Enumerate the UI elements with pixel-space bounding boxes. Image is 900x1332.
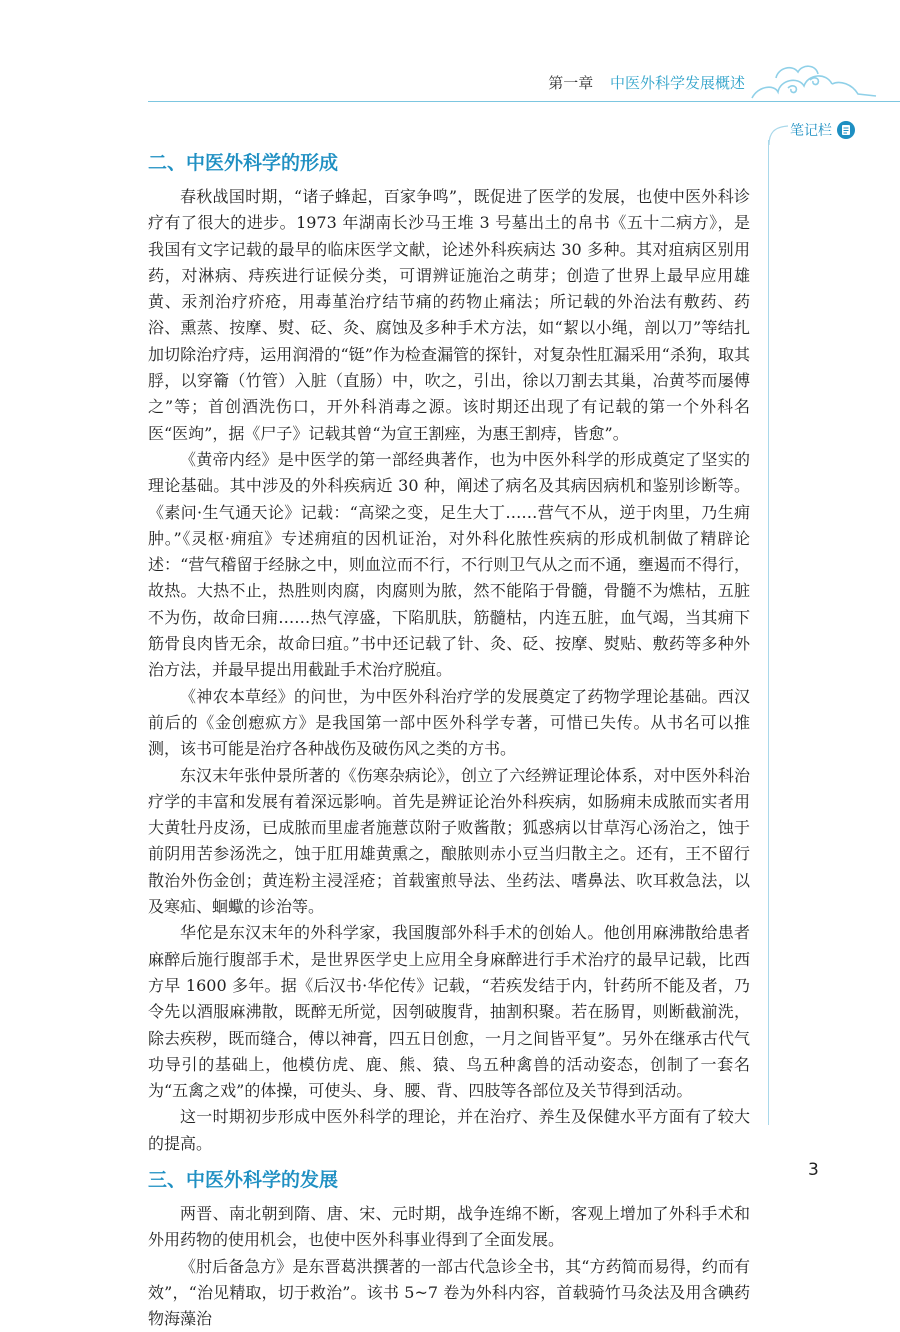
paragraph: 春秋战国时期，“诸子蜂起，百家争鸣”，既促进了医学的发展，也使中医外科诊疗有了很大的进步。1973 年湖南长沙马王堆 3 号墓出土的帛书《五十二病方》，是我国有文字记载的最早的临床医学文献，论述外科疾病达 30 多种。其对疽病区别用药，对淋病、痔疾进行证候分类，可谓辨证施治之萌芽；创造了世界上最早应用雄黄、汞剂治疗疥疮，用毒堇治疗结节痛的药物止痛法；所记载的外治法有敷药、药浴、熏蒸、按摩、熨、砭、灸、腐蚀及多种手术方法，如“絜以小绳，剖以刀”等结扎加切除治疗痔，运用润滑的“铤”作为检查漏管的探针，对复杂性肛漏采用“杀狗，取其脬，以穿籥（竹管）入脏（直肠）中，吹之，引出，徐以刀割去其巢，冶黄芩而屡傅之”等；首创酒洗伤口，开外科消毒之源。该时期还出现了有记载的第一个外科名医“医竘”，据《尸子》记载其曾“为宣王割痤，为惠王割痔，皆愈”。 xyxy=(148,187,750,443)
running-head xyxy=(500,72,745,93)
paragraph: 华佗是东汉末年的外科学家，我国腹部外科手术的创始人。他创用麻沸散给患者麻醉后施行腹部手术，是世界医学史上应用全身麻醉进行手术治疗的最早记载，比西方早 1600 多年。据《后汉书·华佗传》记载，“若疾发结于内，针药所不能及者，乃令先以酒服麻沸散，既醉无所觉，因刳破腹背，抽割积聚。若在肠胃，则断截湔洗，除去疾秽，既而缝合，傅以神膏，四五日创愈，一月之间皆平复”。另外在继承古代气功导引的基础上，他模仿虎、鹿、熊、猿、鸟五种禽兽的活动姿态，创制了一套名为“五禽之戏”的体操，可使头、身、腰、背、四肢等各部位及关节得到活动。 xyxy=(148,923,750,1101)
chapter-title: 中医外科学发展概述 xyxy=(609,74,745,92)
paragraph: 两晋、南北朝到隋、唐、宋、元时期，战争连绵不断，客观上增加了外科手术和外用药物的使用机会，也使中医外科事业得到了全面发展。 xyxy=(148,1203,750,1250)
main-text xyxy=(148,145,750,1332)
paragraph: 《神农本草经》的问世，为中医外科治疗学的发展奠定了药物学理论基础。西汉前后的《金创瘛疭方》是我国第一部中医外科学专著，可惜已失传。从书名可以推测，该书可能是治疗各种战伤及破伤风之类的方书。 xyxy=(148,686,750,759)
paragraph: 《黄帝内经》是中医学的第一部经典著作，也为中医外科学的形成奠定了坚实的理论基础。其中涉及的外科疾病近 30 种，阐述了病名及其病因病机和鉴别诊断等。《素问·生气通天论》记载：“高梁之变，足生大丁……营气不从，逆于肉里，乃生痈肿。”《灵枢·痈疽》专述痈疽的因机证治，对外科化脓性疾病的形成机制做了精辟论述：“营气稽留于经脉之中，则血泣而不行，不行则卫气从之而不通，壅遏而不得行，故热。大热不止，热胜则肉腐，肉腐则为脓，然不能陷于骨髓，骨髓不为燋枯，五脏不为伤，故命曰痈……热气淳盛，下陷肌肤，筋髓枯，内连五脏，血气竭，当其痈下筋骨良肉皆无余，故命曰疽。”书中还记载了针、灸、砭、按摩、熨贴、敷药等多种外治方法，并最早提出用截趾手术治疗脱疽。 xyxy=(148,449,750,680)
notes-icon xyxy=(836,120,856,140)
section-heading: 三、中医外科学的发展 xyxy=(148,1168,339,1191)
notes-label: 笔记栏 xyxy=(790,123,832,139)
page-number: 3 xyxy=(808,1160,819,1180)
paragraph: 《肘后备急方》是东晋葛洪撰著的一部古代急诊全书，其“方药简而易得，约而有效”，“治见精取，切于救治”。该书 5~7 卷为外科内容，首载骑竹马灸法及用含碘药物海藻治 xyxy=(148,1256,750,1329)
notes-margin-line xyxy=(768,140,769,1125)
chapter-number: 第一章 xyxy=(548,74,594,92)
margin-curve xyxy=(768,125,788,145)
paragraph: 东汉末年张仲景所著的《伤寒杂病论》，创立了六经辨证理论体系，对中医外科治疗学的丰富和发展有着深远影响。首先是辨证论治外科疾病，如肠痈未成脓而实者用大黄牡丹皮汤，已成脓而里虚者施薏苡附子败酱散；狐惑病以甘草泻心汤治之，蚀于前阴用苦参汤洗之，蚀于肛用雄黄熏之，酿脓则赤小豆当归散主之。还有，王不留行散治外伤金创；黄连粉主浸淫疮；首载蜜煎导法、坐药法、嗜鼻法、吹耳救急法，以及寒疝、蛔蠍的诊治等。 xyxy=(148,765,750,917)
paragraph: 这一时期初步形成中医外科学的理论，并在治疗、养生及保健水平方面有了较大的提高。 xyxy=(148,1107,750,1153)
header-rule xyxy=(148,101,900,102)
notes-column-label xyxy=(790,120,856,140)
cloud-ornament-icon xyxy=(748,58,878,102)
page-header xyxy=(0,0,900,110)
section-heading: 二、中医外科学的形成 xyxy=(148,152,339,174)
